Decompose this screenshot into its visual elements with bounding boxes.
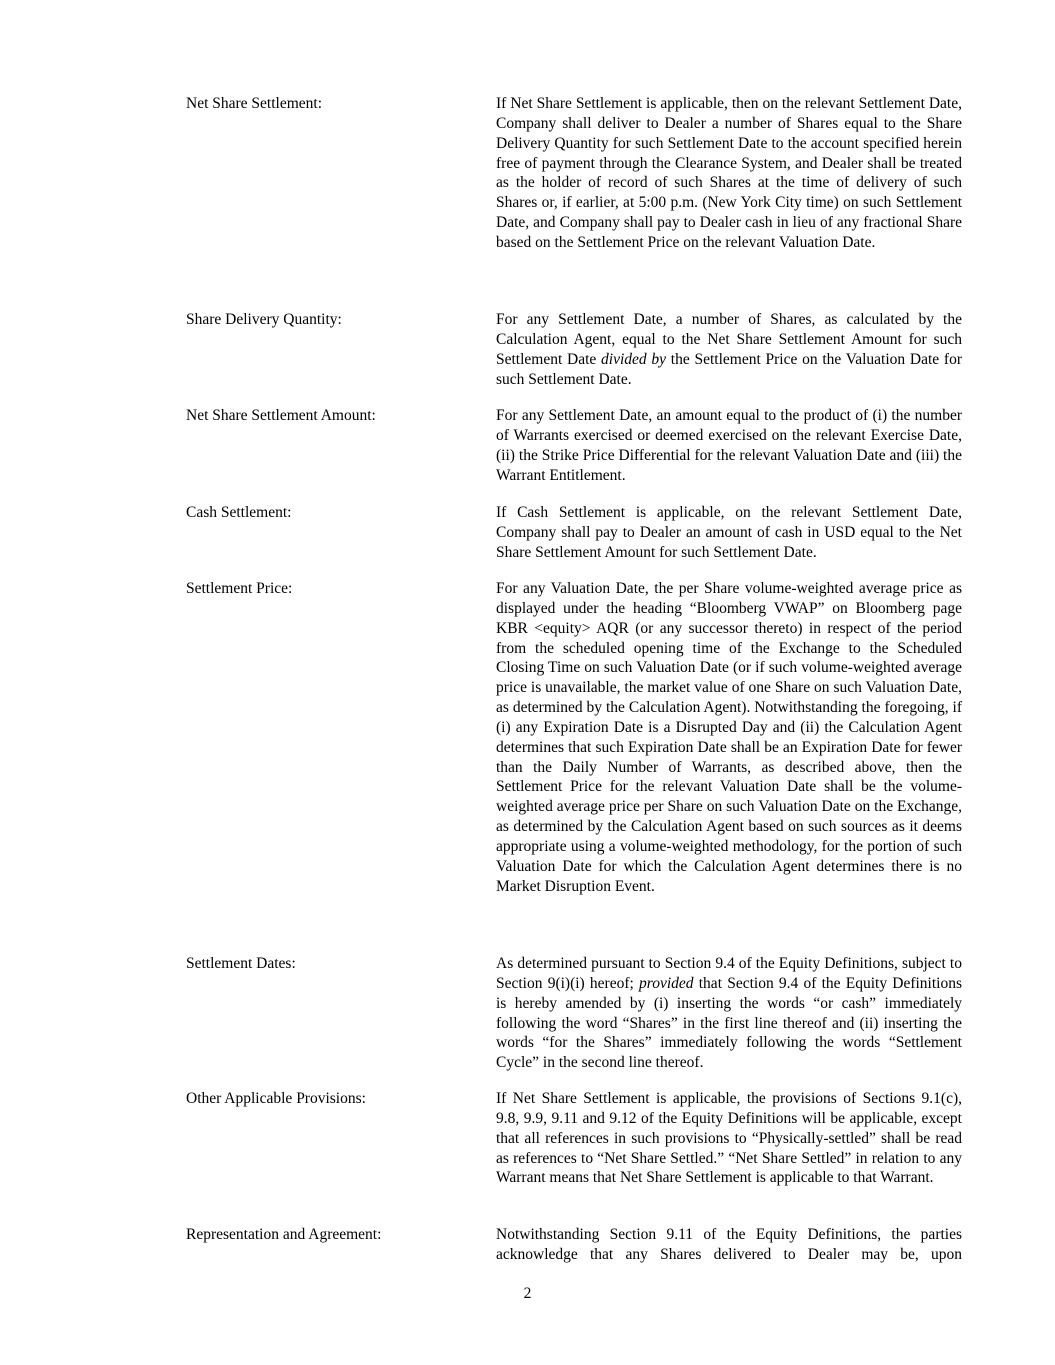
definition-text: the Settlement Price on the Valuation Date for such Settlement Date. (496, 350, 962, 388)
definition-text: that Section 9.4 of the Equity Definitions is hereby amended by (i) inserting the words “or cash” immediately following the word “Shares” in the first line thereof and (ii) inserting the words “for the Shares” immediately following the words “Settlement Cycle” in the second line thereof. (496, 974, 963, 1072)
term-label: Net Share Settlement Amount: (186, 407, 376, 424)
page-number: 2 (523, 1285, 532, 1302)
definition-italic-text: provided (639, 974, 694, 992)
term-definition (496, 954, 962, 1073)
term-definition: For any Settlement Date, an amount equal to the product of (i) the number of Warrants exercised or deemed exercised on the relevant Exercise Date, (ii) the Strike Price Differential for the relevant Valuation Date and (iii) the Warrant Entitlement. (496, 407, 962, 484)
term-definition: If Net Share Settlement is applicable, the provisions of Sections 9.1(c), 9.8, 9.9, 9.11 and 9.12 of the Equity Definitions will be applicable, except that all references in such provisions to “Physically-settled” shall be read as references to “Net Share Settled.” “Net Share Settled” in relation to any Warrant means that Net Share Settlement is applicable to that Warrant. (496, 1090, 962, 1187)
term-definition: For any Valuation Date, the per Share volume-weighted average price as displayed under the heading “Bloomberg VWAP” on Bloomberg page KBR <equity> AQR (or any successor thereto) in respect of the period from the scheduled opening time of the Exchange to the Scheduled Closing Time on such Valuation Date (or if such volume-weighted average price is unavailable, the market value of one Share on such Valuation Date, as determined by the Calculation Agent). Notwithstanding the foregoing, if (i) any Expiration Date is a Disrupted Day and (ii) the Calculation Agent determines that such Expiration Date shall be an Expiration Date for fewer than the Daily Number of Warrants, as described above, then the Settlement Price for the relevant Valuation Date shall be the volume-weighted average price per Share on such Valuation Date on the Exchange, as determined by the Calculation Agent based on such sources as it deems appropriate using a volume-weighted methodology, for the portion of such Valuation Date for which the Calculation Agent determines there is no Market Disruption Event. (496, 580, 962, 895)
term-label: Share Delivery Quantity: (186, 311, 342, 328)
definition-italic-text: divided by (601, 350, 667, 368)
term-label: Settlement Price: (186, 580, 293, 597)
term-definition (496, 310, 962, 389)
term-definition: Notwithstanding Section 9.11 of the Equity Definitions, the parties acknowledge that any Shares delivered to Dealer may be, upon (496, 1226, 962, 1263)
term-definition: If Net Share Settlement is applicable, then on the relevant Settlement Date, Company shall deliver to Dealer a number of Shares equal to the Share Delivery Quantity for such Settlement Date to the account specified herein free of payment through the Clearance System, and Dealer shall be treated as the holder of record of such Shares at the time of delivery of such Shares or, if earlier, at 5:00 p.m. (New York City time) on such Settlement Date, and Company shall pay to Dealer cash in lieu of any fractional Share based on the Settlement Price on the relevant Valuation Date. (496, 95, 962, 251)
term-label: Cash Settlement: (186, 504, 292, 521)
definition-text: For any Settlement Date, a number of Shares, as calculated by the Calculation Agent, equal to the Net Share Settlement Amount for such Settlement Date (496, 311, 962, 368)
term-label: Net Share Settlement: (186, 95, 323, 112)
term-label: Other Applicable Provisions: (186, 1090, 366, 1107)
term-definition: If Cash Settlement is applicable, on the relevant Settlement Date, Company shall pay to Dealer an amount of cash in USD equal to the Net Share Settlement Amount for such Settlement Date. (496, 504, 962, 561)
term-label: Representation and Agreement: (186, 1226, 382, 1243)
term-label: Settlement Dates: (186, 955, 296, 972)
definition-text: As determined pursuant to Section 9.4 of the Equity Definitions, subject to Section 9(i)(i) hereof; (496, 955, 962, 992)
